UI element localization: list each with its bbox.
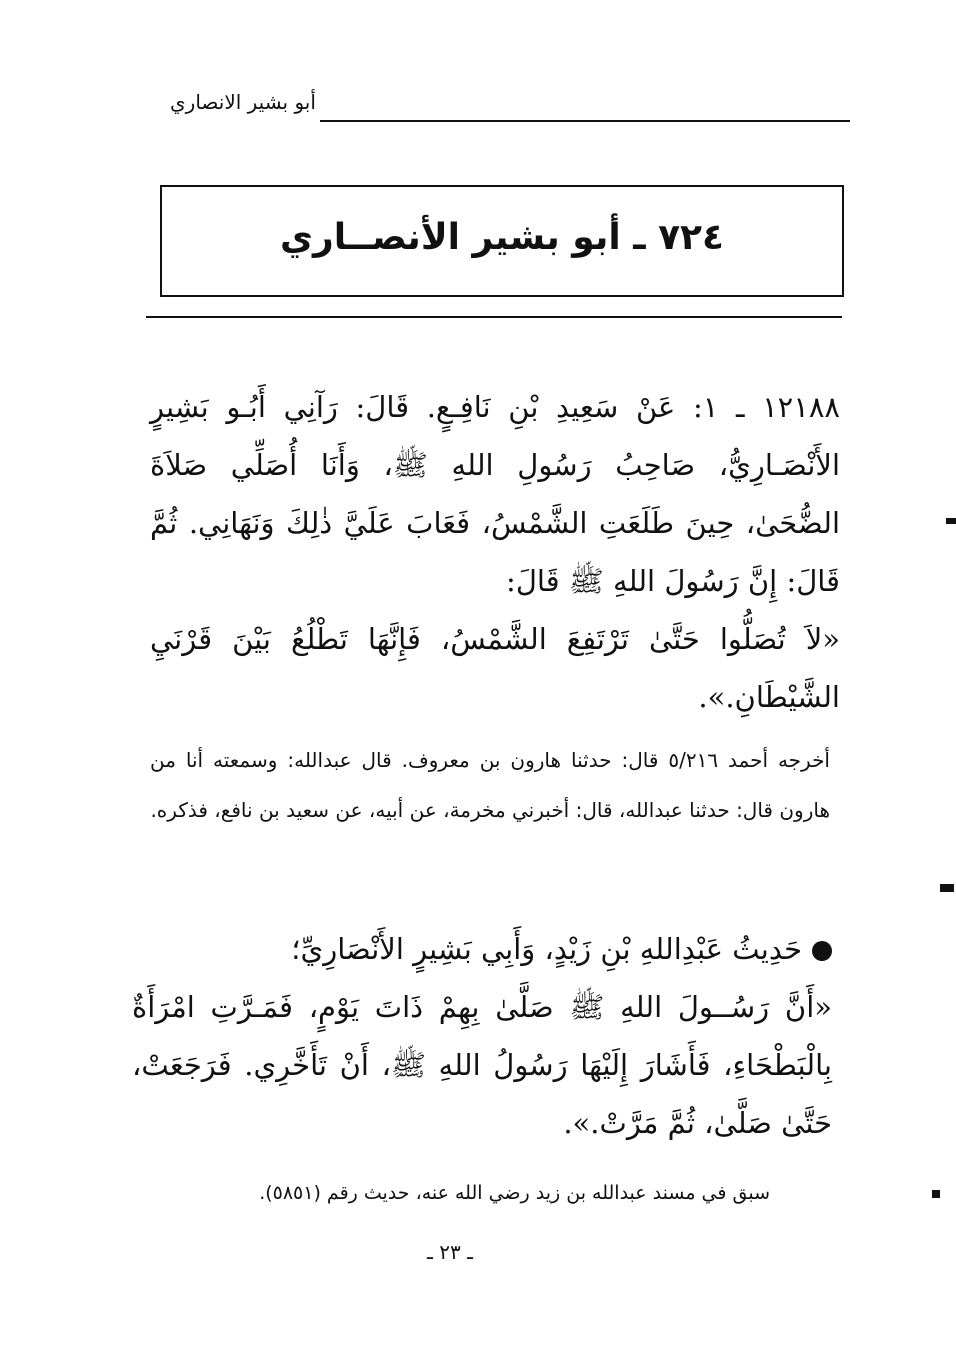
hadith-2-body: «أَنَّ رَسُــولَ اللهِ ﷺ صَلَّىٰ بِهِمْ ذَاتَ يَوْمٍ، فَمَـرَّتِ امْرَأَةٌ بِالْبَطْحَاءِ، فَأَشَارَ إِلَيْهَا رَسُولُ اللهِ ﷺ، أَنْ تَأَخَّرِي. فَرَجَعَتْ، حَتَّىٰ صَلَّىٰ، ثُمَّ مَرَّتْ.».	[132, 990, 832, 1140]
hadith-1-body: ١٢١٨٨ ـ ١: عَنْ سَعِيدِ بْنِ نَافِـعٍ. قَالَ: رَآنِي أَبُـو بَشِيرٍ الأَنْصَـارِيُّ، صَاحِبُ رَسُولِ اللهِ ﷺ، وَأَنَا أُصَلِّي صَلاَةَ الضُّحَىٰ، حِينَ طَلَعَتِ الشَّمْسُ، فَعَابَ عَلَيَّ ذٰلِكَ وَنَهَانِي. ثُمَّ قَالَ: إِنَّ رَسُولَ اللهِ ﷺ قَالَ:	[150, 390, 840, 598]
scan-edge-mark	[940, 884, 954, 892]
title-rule	[146, 316, 842, 318]
page-number: ـ ٢٣ ـ	[427, 1240, 473, 1264]
takhrij-text: أخرجه أحمد ٥/٢١٦ قال: حدثنا هارون بن معروف. قال عبدالله: وسمعته أنا من هارون قال: حدثنا عبدالله، قال: أخبرني مخرمة، عن أبيه، عن سعيد بن نافع، فذكره.	[150, 748, 830, 822]
hadith-2	[132, 920, 832, 1152]
scan-edge-mark	[946, 518, 956, 524]
bullet-icon	[812, 941, 832, 961]
chapter-title: ٧٢٤ ـ أبو بشير الأنصــاري	[279, 217, 724, 258]
hadith-1-quote: «لاَ تُصَلُّوا حَتَّىٰ تَرْتَفِعَ الشَّمْسُ، فَإِنَّهَا تَطْلُعُ بَيْنَ قَرْنَيِ الشَّيْطَانِ.».	[150, 622, 840, 714]
scan-edge-mark	[932, 1190, 940, 1198]
footnote: سبق في مسند عبدالله بن زيد رضي الله عنه، حديث رقم (٥٨٥١).	[259, 1182, 770, 1204]
header-rule	[320, 120, 850, 122]
hadith-2-heading: حَدِيثُ عَبْدِاللهِ بْنِ زَيْدٍ، وَأَبِي بَشِيرٍ الأَنْصَارِيِّ؛	[291, 932, 802, 966]
running-title: أبو بشير الانصاري	[170, 90, 316, 114]
hadith-1	[150, 378, 840, 726]
takhrij-note	[150, 735, 830, 835]
chapter-title-box	[160, 185, 844, 297]
running-header	[170, 90, 850, 130]
